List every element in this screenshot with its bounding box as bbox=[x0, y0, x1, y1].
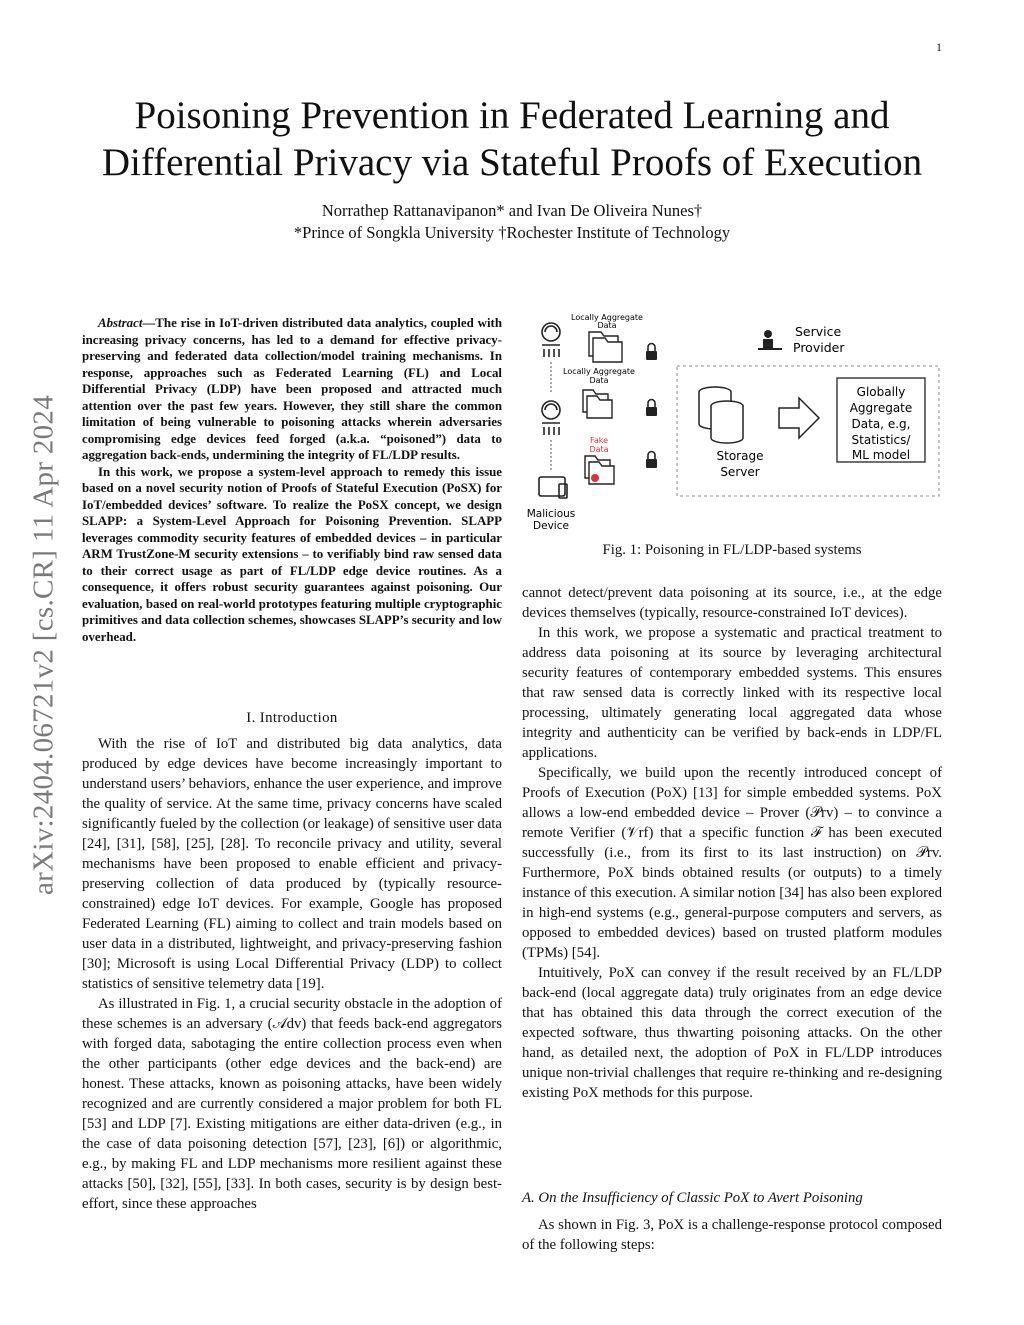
label-service: Service bbox=[795, 324, 842, 339]
right-paragraph-2: Specifically, we build upon the recently introduced concept of Proofs of Execution (PoX) [13] for simple embedded systems. PoX allows a low-end embedded device – Prover (𝒫rv) – to convince a remote Verifier (𝒱rf) that a specific function ℱ has been executed successfully (i.e., from its first to its last instruction) on 𝒫rv. Furthermore, PoX binds obtained results (or outputs) to a timely instance of this execution. A similar notion [34] has also been explored in high-end systems (e.g., general-purpose computers and servers, as opposed to embedded devices) based on trusted platform modules (TPMs) [54]. bbox=[522, 765, 942, 961]
arxiv-stamp-text: arXiv:2404.06721v2 [cs.CR] 11 Apr 2024 bbox=[27, 394, 60, 896]
label-local-1b: Data bbox=[597, 321, 617, 330]
folder-icon-2 bbox=[583, 390, 612, 418]
iot-device-icon-2 bbox=[542, 401, 560, 435]
label-local-2: Locally Aggregate bbox=[563, 367, 635, 376]
figure-1-diagram bbox=[525, 312, 945, 534]
right-paragraph-4: As shown in Fig. 3, PoX is a challenge-response protocol composed of the following steps: bbox=[522, 1217, 942, 1253]
arrow-icon bbox=[779, 398, 819, 438]
arxiv-stamp bbox=[14, 320, 74, 970]
abstract bbox=[82, 315, 502, 645]
label-storage-b: Server bbox=[720, 465, 760, 479]
label-service-b: Provider bbox=[793, 340, 845, 355]
abstract-paragraph-1: —The rise in IoT-driven distributed data analytics, coupled with increasing privacy concerns, has led to a demand for effective privacy-preserving and federated data collection/model training mechanisms. In response, approaches such as Federated Learning (FL) and Local Differential Privacy (LDP) have been proposed and attracted much attention over the past few years. However, they still share the common limitation of being vulnerable to poisoning attacks wherein adversaries compromising edge devices feed forged (a.k.a. “poisoned”) data to aggregation back-ends, undermining the integrity of FL/LDP results. bbox=[82, 316, 502, 462]
label-fake: Fake bbox=[589, 436, 609, 445]
title-line-1: Poisoning Prevention in Federated Learning and bbox=[134, 94, 890, 137]
label-fake-b: Data bbox=[589, 445, 609, 454]
label-storage: Storage bbox=[716, 449, 764, 463]
affiliations-line: *Prince of Songkla University †Rochester Institute of Technology bbox=[293, 223, 731, 242]
folder-icon-1 bbox=[589, 332, 622, 362]
label-global-5: ML model bbox=[851, 448, 911, 462]
title-line-2: Differential Privacy via Stateful Proofs of Execution bbox=[101, 141, 923, 184]
label-global-1: Globally bbox=[856, 385, 906, 399]
intro-paragraph-2: As illustrated in Fig. 1, a crucial security obstacle in the adoption of these schemes is an adversary (𝒜dv) that feeds back-end aggregators with forged data, sabotaging the entire collection process even when the other participants (other edge devices and the back-end) are honest. These attacks, known as poisoning attacks, have been widely recognized and are currently considered a major problem for both FL [53] and LDP [7]. Existing mitigations are either data-driven (e.g., in the case of data poisoning detection [57], [23], [6]) or algorithmic, e.g., by making FL and LDP mechanisms more resilient against these attacks [50], [32], [55], [33]. In both cases, security is by design best-effort, since these approaches bbox=[82, 996, 502, 1212]
lock-icons bbox=[646, 344, 657, 469]
right-paragraph-0: cannot detect/prevent data poisoning at its source, i.e., at the edge devices themselves (typically, resource-constrained IoT devices). bbox=[522, 585, 942, 621]
service-provider-icon bbox=[758, 330, 782, 350]
label-global-4: Statistics/ bbox=[851, 433, 911, 447]
paper-title bbox=[40, 92, 984, 186]
label-local-1: Locally Aggregate bbox=[571, 313, 643, 322]
label-malicious: Malicious bbox=[526, 508, 576, 520]
page-number: 1 bbox=[936, 40, 942, 54]
subsection-heading: A. On the Insufficiency of Classic PoX to Avert Poisoning bbox=[522, 1190, 863, 1206]
iot-device-icon-1 bbox=[542, 323, 560, 357]
label-global-3: Data, e.g, bbox=[851, 417, 911, 431]
malicious-device-icon bbox=[539, 477, 567, 498]
label-malicious-b: Device bbox=[533, 520, 569, 532]
abstract-heading: Abstract bbox=[98, 316, 143, 330]
label-global-2: Aggregate bbox=[849, 401, 913, 415]
right-paragraph-1: In this work, we propose a systematic and practical treatment to address data poisoning at its source by leveraging architectural security features of contemporary embedded systems. This ensures that raw sensed data is correctly linked with its respective local processing, ultimately generating local aggregated data whose integrity and authenticity can be verified by back-ends in LDP/FL applications. bbox=[522, 625, 942, 761]
label-local-2b: Data bbox=[589, 376, 609, 385]
fake-folder-icon bbox=[585, 456, 614, 484]
right-column-text-2 bbox=[522, 1215, 942, 1255]
right-column-text bbox=[522, 583, 942, 1103]
abstract-paragraph-2: In this work, we propose a system-level approach to remedy this issue based on a novel security notion of Proofs of Stateful Execution (PoSX) for IoT/embedded devices’ software. To realize the PoSX concept, we design SLAPP: a System-Level Approach for Poisoning Prevention. SLAPP leverages commodity security features of embedded devices – in particular ARM TrustZone-M security extensions – to verifiably bind raw sensed data to their correct usage as part of FL/LDP edge device routines. As a consequence, it offers robust security guarantees against poisoning. Our evaluation, based on real-world prototypes featuring multiple cryptographic primitives and data collection schemes, showcases SLAPP’s security and low overhead. bbox=[82, 464, 502, 644]
author-block bbox=[40, 200, 984, 244]
section-heading-introduction: I. Introduction bbox=[246, 710, 338, 726]
storage-server-icon bbox=[699, 387, 743, 443]
right-paragraph-3: Intuitively, PoX can convey if the result received by an FL/LDP back-end (local aggregate data) truly originates from an edge device that has obtained this data through the correct execution of the expected software, thus thwarting poisoning attacks. On the other hand, as detailed next, the adoption of PoX in FL/LDP introduces unique non-trivial challenges that require re-thinking and re-designing existing PoX methods for this purpose. bbox=[522, 965, 942, 1101]
intro-paragraph-1: With the rise of IoT and distributed big data analytics, data produced by edge devices have become increasingly important to understand users’ behaviors, enhance the user experience, and improve the quality of service. At the same time, privacy concerns have scaled significantly fueled by the collection (or leakage) of sensitive user data [24], [31], [58], [25], [28]. To reconcile privacy and utility, several mechanisms have been proposed to enable efficient and privacy-preserving collection of data produced by (typically resource-constrained) edge IoT devices. For example, Google has proposed Federated Learning (FL) aiming to collect and train models based on user data in a distributed, lightweight, and privacy-preserving fashion [30]; Microsoft is using Local Differential Privacy (LDP) to collect statistics of sensitive telemetry data [19]. bbox=[82, 736, 502, 992]
figure-1-caption: Fig. 1: Poisoning in FL/LDP-based systems bbox=[602, 542, 862, 558]
introduction-text bbox=[82, 734, 502, 1214]
authors-line: Norrathep Rattanavipanon* and Ivan De Oliveira Nunes† bbox=[321, 201, 703, 220]
